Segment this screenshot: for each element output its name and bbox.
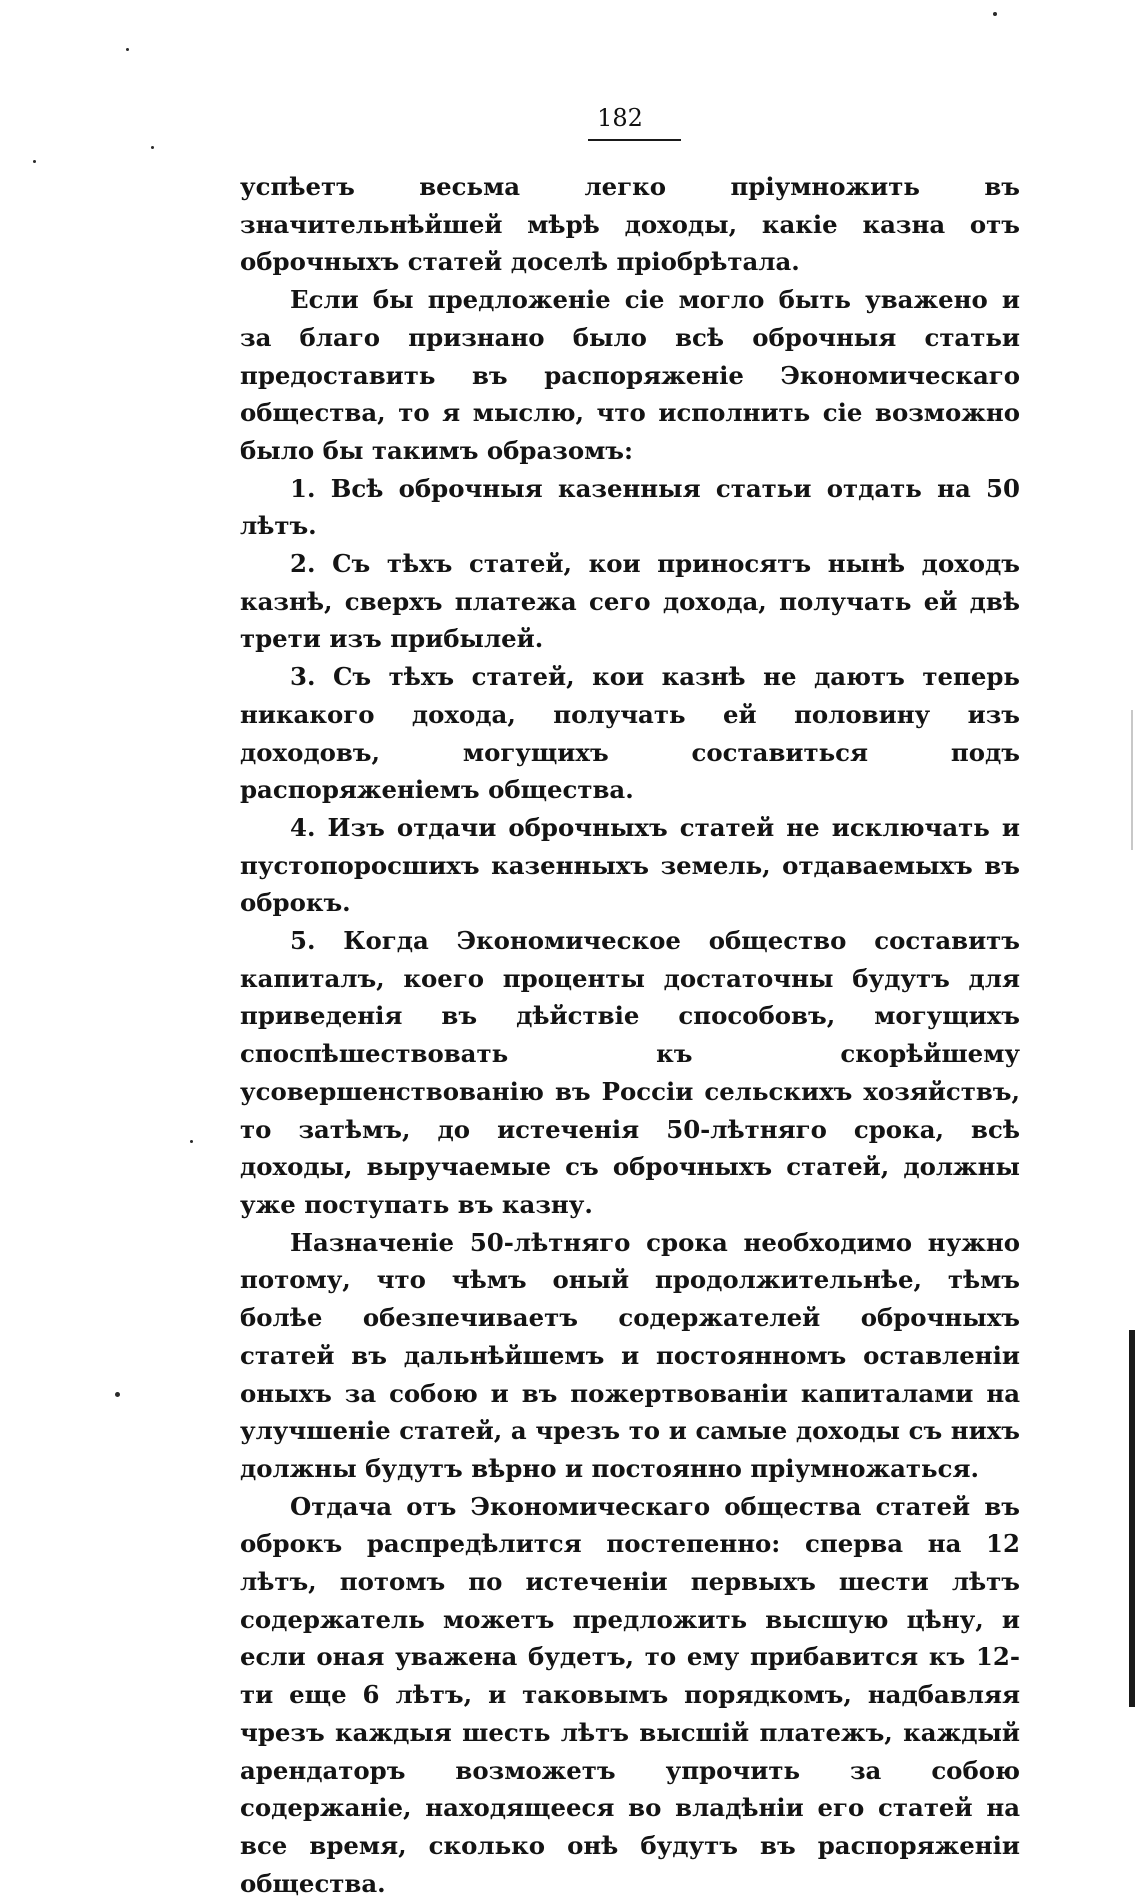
paragraph-continuation: успѣетъ весьма легко пріумножить въ значительнѣйшей мѣрѣ доходы, какіе казна отъ оброчныхъ статей доселѣ пріобрѣтала.	[240, 172, 1020, 277]
scan-speck	[115, 1392, 120, 1397]
binding-shadow	[1131, 710, 1133, 850]
page-number: 182	[597, 104, 643, 132]
paragraph-proposal: Если бы предложеніе сіе могло быть уважено и за благо признано было всѣ оброчныя статьи предоставить въ распоряженіе Экономическаго общества, то я мыслю, что исполнить сіе возможно было бы такимъ образомъ:	[240, 285, 1020, 465]
body-text	[240, 168, 1020, 1902]
scan-speck	[126, 48, 129, 51]
list-item-3: 3. Съ тѣхъ статей, кои казнѣ не даютъ теперь никакого дохода, получать ей половину изъ доходовъ, могущихъ составиться подъ распоряженіемъ общества.	[240, 662, 1020, 805]
list-item-2: 2. Съ тѣхъ статей, кои приносятъ нынѣ доходъ казнѣ, сверхъ платежа сего дохода, получать ей двѣ трети изъ прибылей.	[240, 549, 1020, 654]
scan-speck	[190, 1140, 193, 1143]
list-item-4: 4. Изъ отдачи оброчныхъ статей не исключать и пустопоросшихъ казенныхъ земель, отдаваемыхъ въ оброкъ.	[240, 812, 1020, 918]
page-number-rule	[588, 139, 681, 141]
list-item-5: 5. Когда Экономическое общество составитъ капиталъ, коего проценты достаточны будутъ для приведенія въ дѣйствіе способовъ, могущихъ споспѣшествовать къ скорѣйшему усовершенствованію въ Россіи сельскихъ хозяйствъ, то затѣмъ, до истеченія 50-лѣтняго срока, всѣ доходы, выручаемые съ оброчныхъ статей, должны уже поступать въ казну.	[240, 926, 1020, 1219]
scan-speck	[33, 160, 36, 163]
paragraph-term: Назначеніе 50-лѣтняго срока необходимо нужно потому, что чѣмъ оный продолжительнѣе, тѣмъ болѣе обезпечиваетъ содержателей оброчныхъ статей въ дальнѣйшемъ и постоянномъ оставленіи оныхъ за собою и въ пожертвованіи капиталами на улучшеніе статей, а чрезъ то и самые доходы съ нихъ должны будутъ вѣрно и постоянно пріумножаться.	[240, 1227, 1020, 1483]
scan-speck	[151, 146, 154, 149]
list-item-1: 1. Всѣ оброчныя казенныя статьи отдать на 50 лѣтъ.	[240, 473, 1020, 541]
scan-speck	[993, 12, 997, 16]
paragraph-lease: Отдача отъ Экономическаго общества статей въ оброкъ распредѣлится постепенно: сперва на 12 лѣтъ, потомъ по истеченіи первыхъ шести лѣтъ содержатель можетъ предложить высшую цѣну, и если оная уважена будетъ, то ему прибавится къ 12-ти еще 6 лѣтъ, и таковымъ порядкомъ, надбавляя чрезъ каждыя шесть лѣтъ высшій платежъ, каждый арендаторъ возможетъ упрочить за собою содержаніе, находящееся во владѣніи его статей на все время, сколько онѣ будутъ въ распоряженіи общества.	[240, 1491, 1020, 1898]
binding-edge	[1129, 1330, 1135, 1707]
